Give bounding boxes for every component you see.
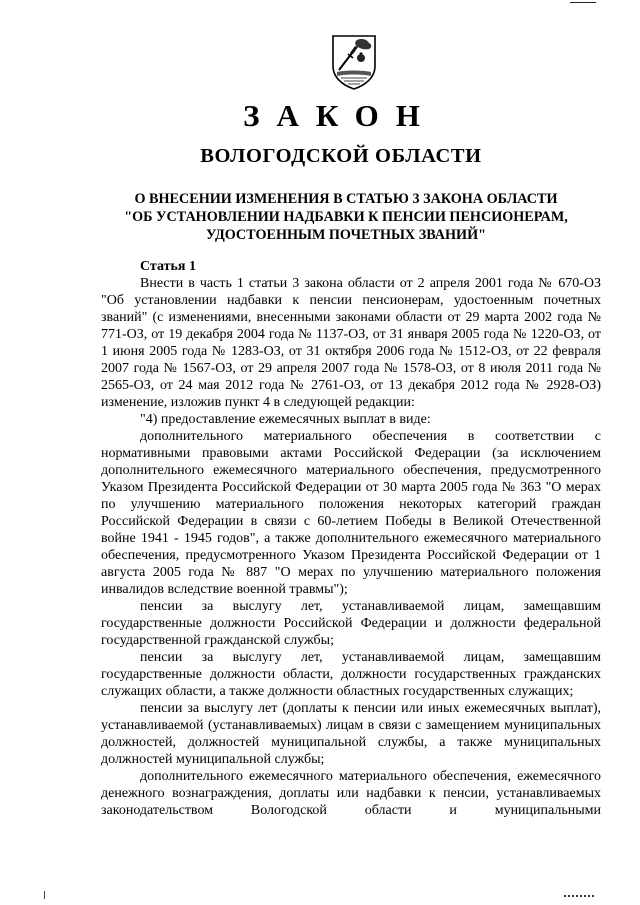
law-subtitle <box>96 190 596 244</box>
article-paragraph: "4) предоставление ежемесячных выплат в виде: <box>140 412 431 427</box>
article-paragraph: дополнительного ежемесячного материального обеспечения, ежемесячного денежного вознаграждения, доплаты или надбавки к пенсии, устанавливаемых законодательством Вологодской области и муниципальными <box>101 769 601 818</box>
article-paragraph: пенсии за выслугу лет, устанавливаемой лицам, замещавшим государственные должности Российской Федерации и должности федеральной государственной гражданской службы; <box>101 599 601 648</box>
article-heading: Статья 1 <box>140 259 196 274</box>
article-paragraph: Внести в часть 1 статьи 3 закона области от 2 апреля 2001 года № 670-ОЗ "Об установлении надбавки к пенсии пенсионерам, удостоенным почетных званий" (с изменениями, внесенными законами области от 29 марта 2002 года № 771-ОЗ, от 19 декабря 2004 года № 1137-ОЗ, от 31 января 2005 года № 1220-ОЗ, от 1 июня 2005 года № 1283-ОЗ, от 31 октября 2006 года № 1512-ОЗ, от 22 февраля 2007 года № 1567-ОЗ, от 29 апреля 2007 года № 1578-ОЗ, от 8 июля 2011 года № 2565-ОЗ, от 24 мая 2012 года № 2761-ОЗ, от 13 декабря 2012 года № 2928-ОЗ) изменение, изложив пункт 4 в следующей редакции: <box>101 276 601 410</box>
subtitle-line: О ВНЕСЕНИИ ИЗМЕНЕНИЯ В СТАТЬЮ 3 ЗАКОНА ОБЛАСТИ <box>134 191 558 207</box>
scan-artifact-bottom-left <box>44 891 45 899</box>
scan-artifact-bottom-right <box>564 895 594 897</box>
article-paragraph: пенсии за выслугу лет (доплаты к пенсии или иных ежемесячных выплат), устанавливаемой (устанавливаемых) лицам в связи с замещением муниципальных должностей, должностей муниципальной службы, а также муниципальных должностей муниципальной службы; <box>101 701 601 767</box>
region-title: ВОЛОГОДСКОЙ ОБЛАСТИ <box>200 145 482 167</box>
vologda-coat-of-arms-icon <box>331 34 377 90</box>
subtitle-line: УДОСТОЕННЫМ ПОЧЕТНЫХ ЗВАНИЙ" <box>205 227 486 243</box>
article-paragraph: пенсии за выслугу лет, устанавливаемой лицам, замещавшим государственные должности области, должности государственных гражданских служащих области, а также должности областных государственных служащих; <box>101 650 601 699</box>
article-body <box>101 275 601 819</box>
law-title: ЗАКОН <box>243 98 437 133</box>
scan-artifact-top <box>570 2 596 3</box>
subtitle-line: "ОБ УСТАНОВЛЕНИИ НАДБАВКИ К ПЕНСИИ ПЕНСИОНЕРАМ, <box>124 209 568 225</box>
article-paragraph: дополнительного материального обеспечения в соответствии с нормативными правовыми актами Российской Федерации (за исключением дополнительного ежемесячного материального обеспечения, предусмотренного Указом Президента Российской Федерации от 30 марта 2005 года № 363 "О мерах по улучшению материального положения некоторых категорий граждан Российской Федерации в связи с 60-летием Победы в Великой Отечественной войне 1941 - 1945 годов", а также дополнительного ежемесячного материального обеспечения, предусмотренного Указом Президента Российской Федерации от 1 августа 2005 года № 887 "О мерах по улучшению материального положения инвалидов вследствие военной травмы"); <box>101 429 601 597</box>
